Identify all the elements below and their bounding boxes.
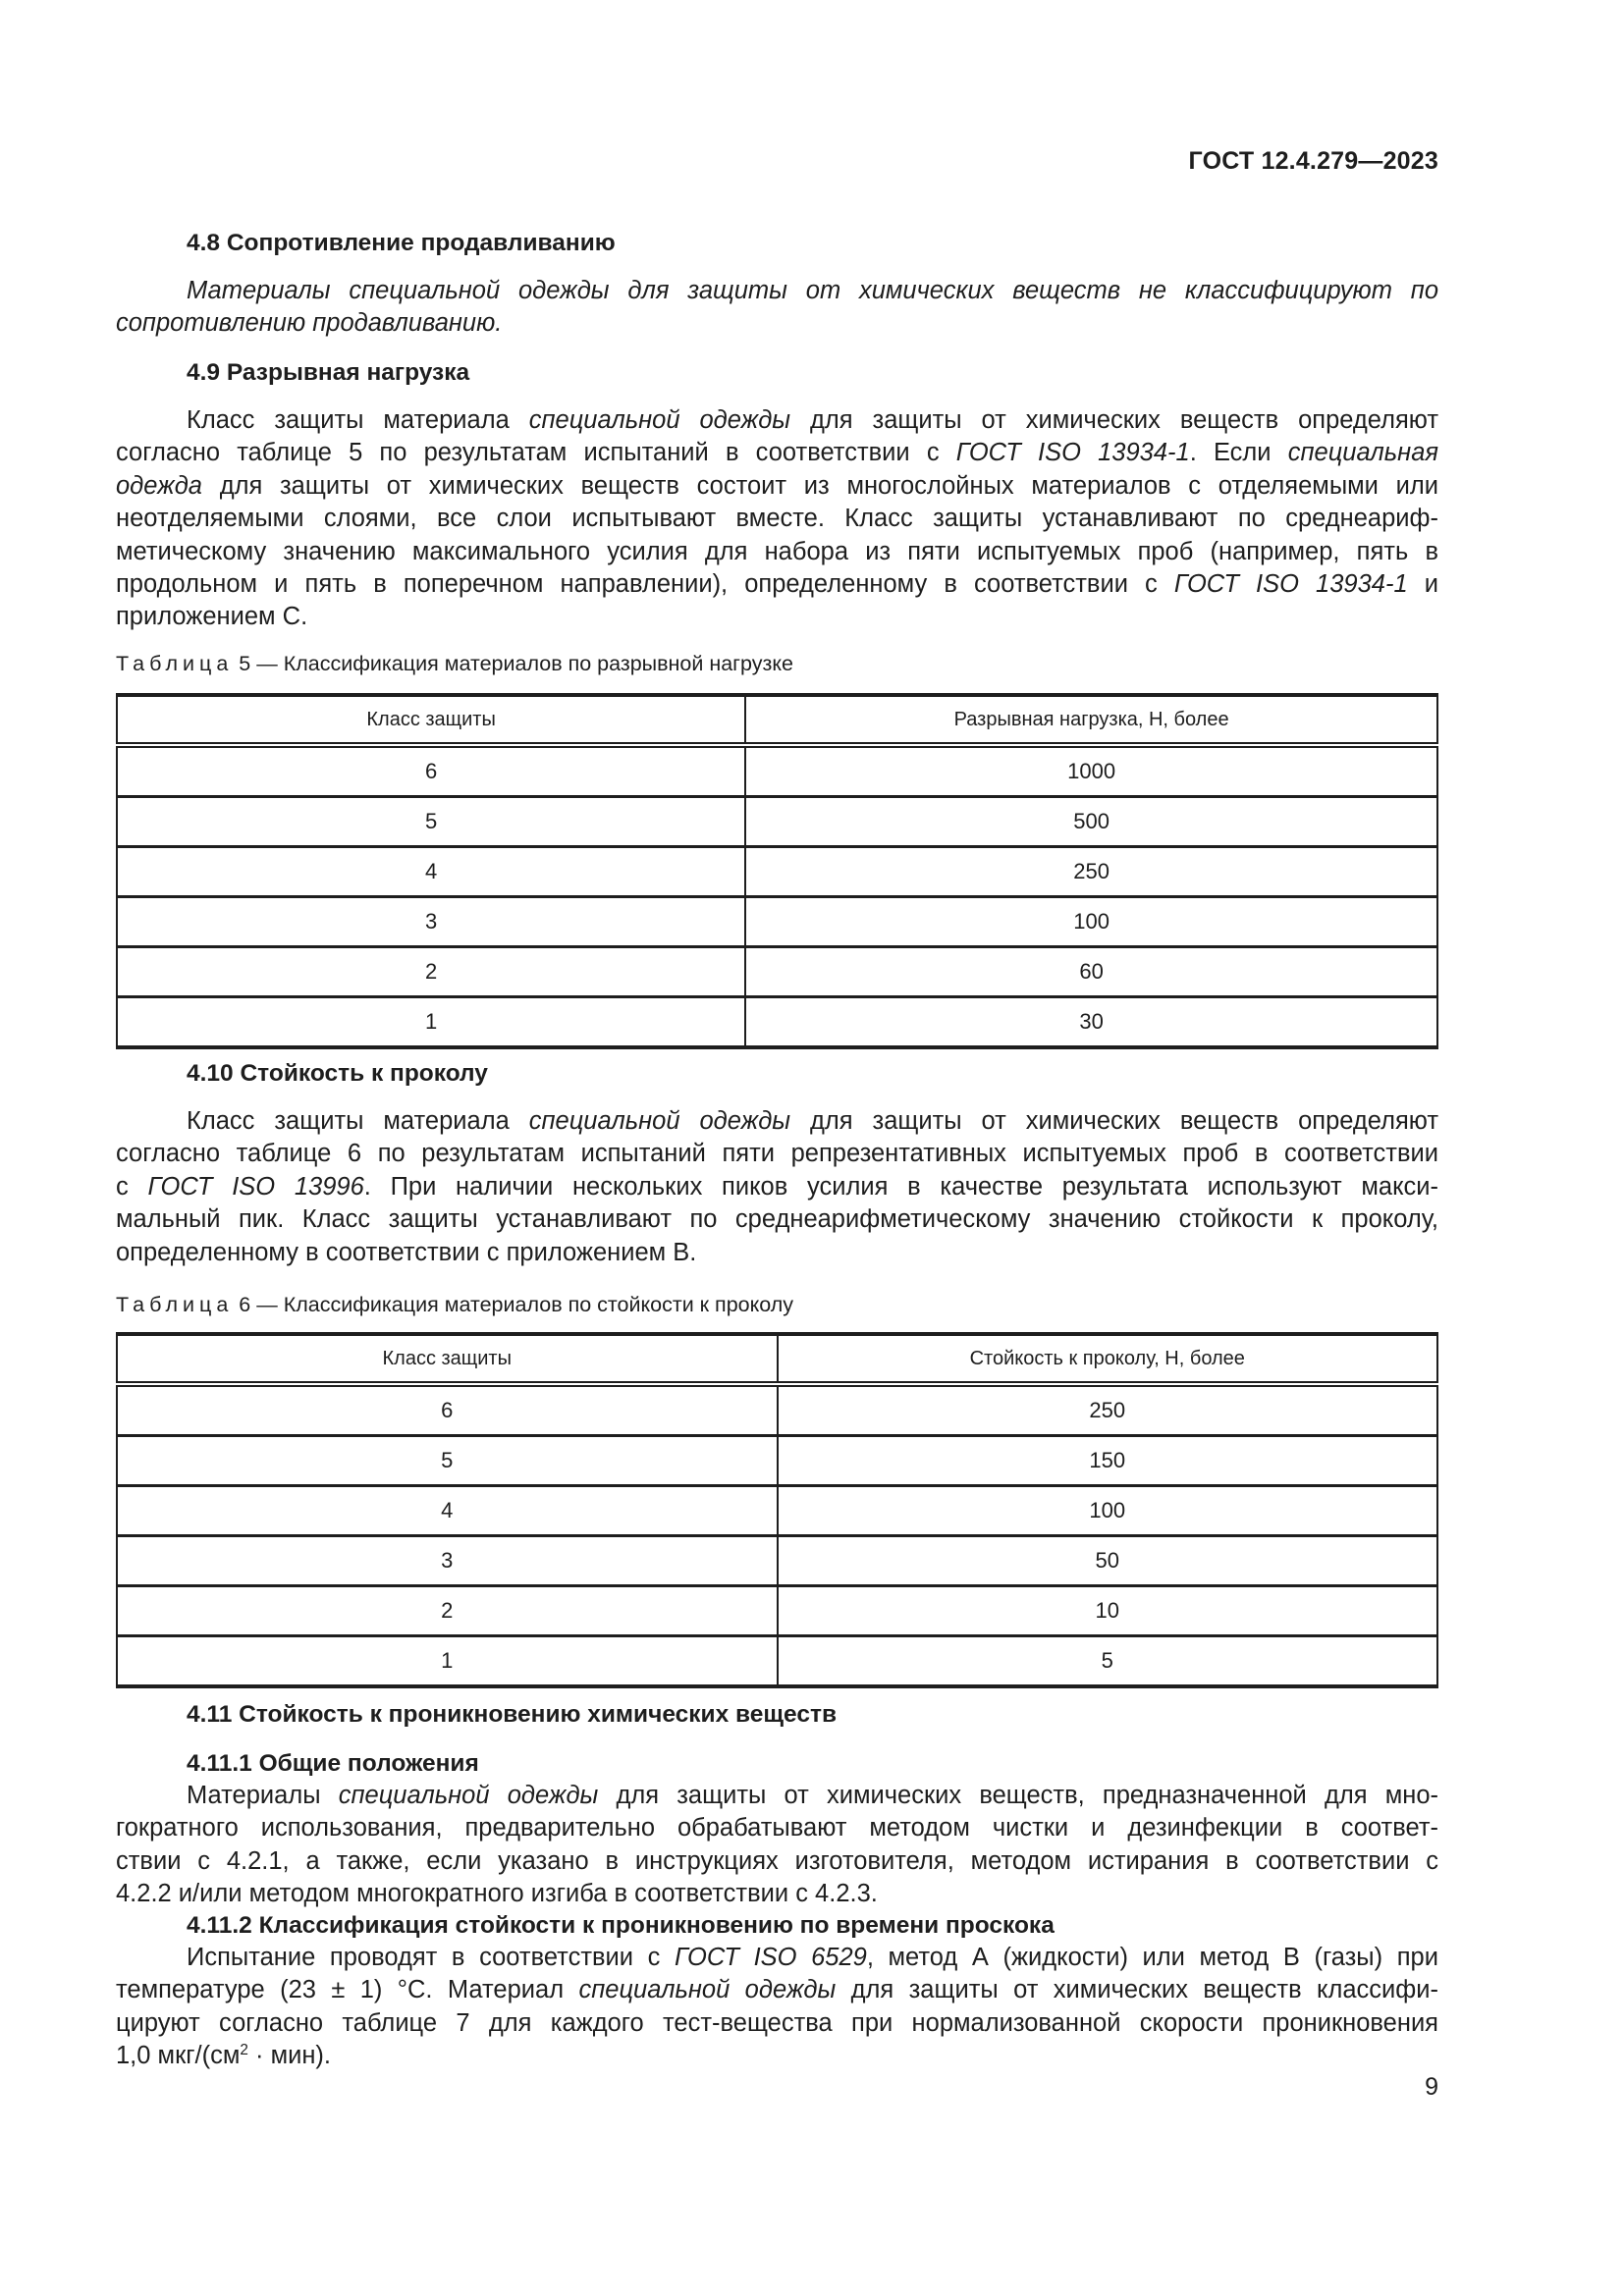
paragraph-line: сопротивлению продавливанию. — [116, 309, 503, 338]
class-cell: 5 — [117, 1436, 778, 1486]
value-cell: 30 — [745, 997, 1437, 1048]
class-cell: 3 — [117, 1536, 778, 1586]
paragraph-line: согласно таблице 5 по результатам испытаний в соответствии с ГОСТ ISO 13934-1. Если специальная — [116, 439, 1438, 467]
paragraph-line: Материалы специальной одежды для защиты от химических веществ не классифицируют по — [187, 277, 1438, 304]
section-4-9-heading: 4.9 Разрывная нагрузка — [187, 359, 470, 386]
column-header: Класс защиты — [117, 695, 745, 745]
value-cell: 250 — [778, 1384, 1438, 1436]
paragraph-line: мальный пик. Класс защиты устанавливают по среднеарифметическому значению стойкости к проколу, — [116, 1205, 1438, 1234]
paragraph-line: Класс защиты материала специальной одежды для защиты от химических веществ определяют — [187, 1107, 1439, 1135]
value-cell: 50 — [778, 1536, 1438, 1586]
value-cell: 100 — [745, 897, 1437, 947]
table-row — [117, 1486, 1437, 1536]
table-5 — [116, 693, 1438, 1049]
table-6 — [116, 1332, 1438, 1688]
section-4-11-heading: 4.11 Стойкость к проникновению химических веществ — [187, 1701, 838, 1728]
paragraph-line: температуре (23 ± 1) °С. Материал специальной одежды для защиты от химических веществ классифи- — [116, 1976, 1438, 2004]
paragraph-line: 4.2.2 и/или методом многократного изгиба в соответствии с 4.2.3. — [116, 1880, 878, 1908]
table-row — [117, 745, 1437, 797]
paragraph-line: определенному в соответствии с приложением В. — [116, 1238, 697, 1266]
section-4-8-paragraph — [116, 275, 1438, 341]
table-row — [117, 1536, 1437, 1586]
class-cell: 6 — [117, 1384, 778, 1436]
value-cell: 100 — [778, 1486, 1438, 1536]
class-cell: 1 — [117, 997, 745, 1048]
class-cell: 4 — [117, 1486, 778, 1536]
class-cell: 5 — [117, 797, 745, 847]
gost-reference: ГОСТ ISO 13934-1 — [955, 439, 1190, 467]
class-cell: 2 — [117, 1586, 778, 1636]
table-row — [117, 797, 1437, 847]
paragraph-line: приложением С. — [116, 603, 308, 631]
column-header: Разрывная нагрузка, Н, более — [745, 695, 1437, 745]
table-row — [117, 1436, 1437, 1486]
page-number: 9 — [1425, 2073, 1438, 2101]
paragraph-line: цируют согласно таблице 7 для каждого тест-вещества при нормализованной скорости проникновения — [116, 2008, 1438, 2037]
section-4-11-2-paragraph — [116, 1942, 1438, 2073]
paragraph-line: продольном и пять в поперечном направлении), определенному в соответствии с ГОСТ ISO 13934-1 и — [116, 570, 1439, 599]
table-header-row — [117, 695, 1437, 745]
section-4-11-1-paragraph — [116, 1780, 1438, 1911]
paragraph-line: Материалы специальной одежды для защиты от химических веществ, предназначенной для мно- — [187, 1782, 1439, 1809]
section-4-10-paragraph — [116, 1105, 1438, 1269]
value-cell: 250 — [745, 847, 1437, 897]
paragraph-line: 1,0 мкг/$(см^2 \cdot мин)$. — [116, 2042, 332, 2070]
paragraph-line: неотделяемыми слоями, все слои испытывают вместе. Класс защиты устанавливают по среднеариф- — [116, 505, 1438, 533]
table-row — [117, 1384, 1437, 1436]
paragraph-line: с ГОСТ ISO 13996. При наличии нескольких пиков усилия в качестве результата используют макси- — [116, 1172, 1439, 1201]
value-cell: 5 — [778, 1636, 1438, 1687]
paragraph-line: согласно таблице 6 по результатам испытаний пяти репрезентативных испытуемых проб в соответствии — [116, 1140, 1438, 1168]
table-5-caption: Таблица 5 — Классификация материалов по разрывной нагрузке — [116, 652, 793, 675]
table-row — [117, 997, 1437, 1048]
paragraph-line: ствии с 4.2.1, а также, если указано в инструкциях изготовителя, методом истирания в соответствии с — [116, 1846, 1438, 1875]
gost-reference: ГОСТ ISO 13934-1 — [1173, 570, 1408, 599]
table-row — [117, 947, 1437, 997]
value-cell: 500 — [745, 797, 1437, 847]
value-cell: 60 — [745, 947, 1437, 997]
table-row — [117, 897, 1437, 947]
paragraph-line: гократного использования, предварительно обрабатывают методом чистки и дезинфекции в соответ- — [116, 1814, 1438, 1842]
column-header: Стойкость к проколу, Н, более — [778, 1334, 1438, 1384]
table-header-row — [117, 1334, 1437, 1384]
section-4-11-1-heading: 4.11.1 Общие положения — [187, 1750, 479, 1777]
table-row — [117, 1586, 1437, 1636]
paragraph-line: Класс защиты материала специальной одежды для защиты от химических веществ определяют — [187, 406, 1439, 434]
table-6-caption: Таблица 6 — Классификация материалов по стойкости к проколу — [116, 1293, 794, 1316]
paragraph-line: одежда для защиты от химических веществ состоит из многослойных материалов с отделяемыми или — [116, 471, 1438, 500]
gost-reference: ГОСТ ISO 6529 — [674, 1944, 867, 1971]
value-cell: 150 — [778, 1436, 1438, 1486]
section-4-10-heading: 4.10 Стойкость к проколу — [187, 1060, 488, 1087]
section-4-8-heading: 4.8 Сопротивление продавливанию — [187, 230, 616, 256]
gost-reference: ГОСТ ISO 13996 — [147, 1172, 364, 1201]
class-cell: 4 — [117, 847, 745, 897]
class-cell: 3 — [117, 897, 745, 947]
column-header: Класс защиты — [117, 1334, 778, 1384]
paragraph-line: метическому значению максимального усилия для набора из пяти испытуемых проб (например, пять в — [116, 537, 1438, 565]
paragraph-line: Испытание проводят в соответствии с ГОСТ ISO 6529, метод А (жидкости) или метод В (газы) при — [187, 1944, 1438, 1971]
table-row — [117, 1636, 1437, 1687]
section-4-9-paragraph — [116, 404, 1438, 634]
class-cell: 1 — [117, 1636, 778, 1687]
table-row — [117, 847, 1437, 897]
class-cell: 6 — [117, 745, 745, 797]
section-4-11-2-heading: 4.11.2 Классификация стойкости к проникновению по времени проскока — [187, 1912, 1055, 1939]
class-cell: 2 — [117, 947, 745, 997]
document-id-header: ГОСТ 12.4.279—2023 — [1188, 147, 1438, 175]
value-cell: 1000 — [745, 745, 1437, 797]
value-cell: 10 — [778, 1586, 1438, 1636]
